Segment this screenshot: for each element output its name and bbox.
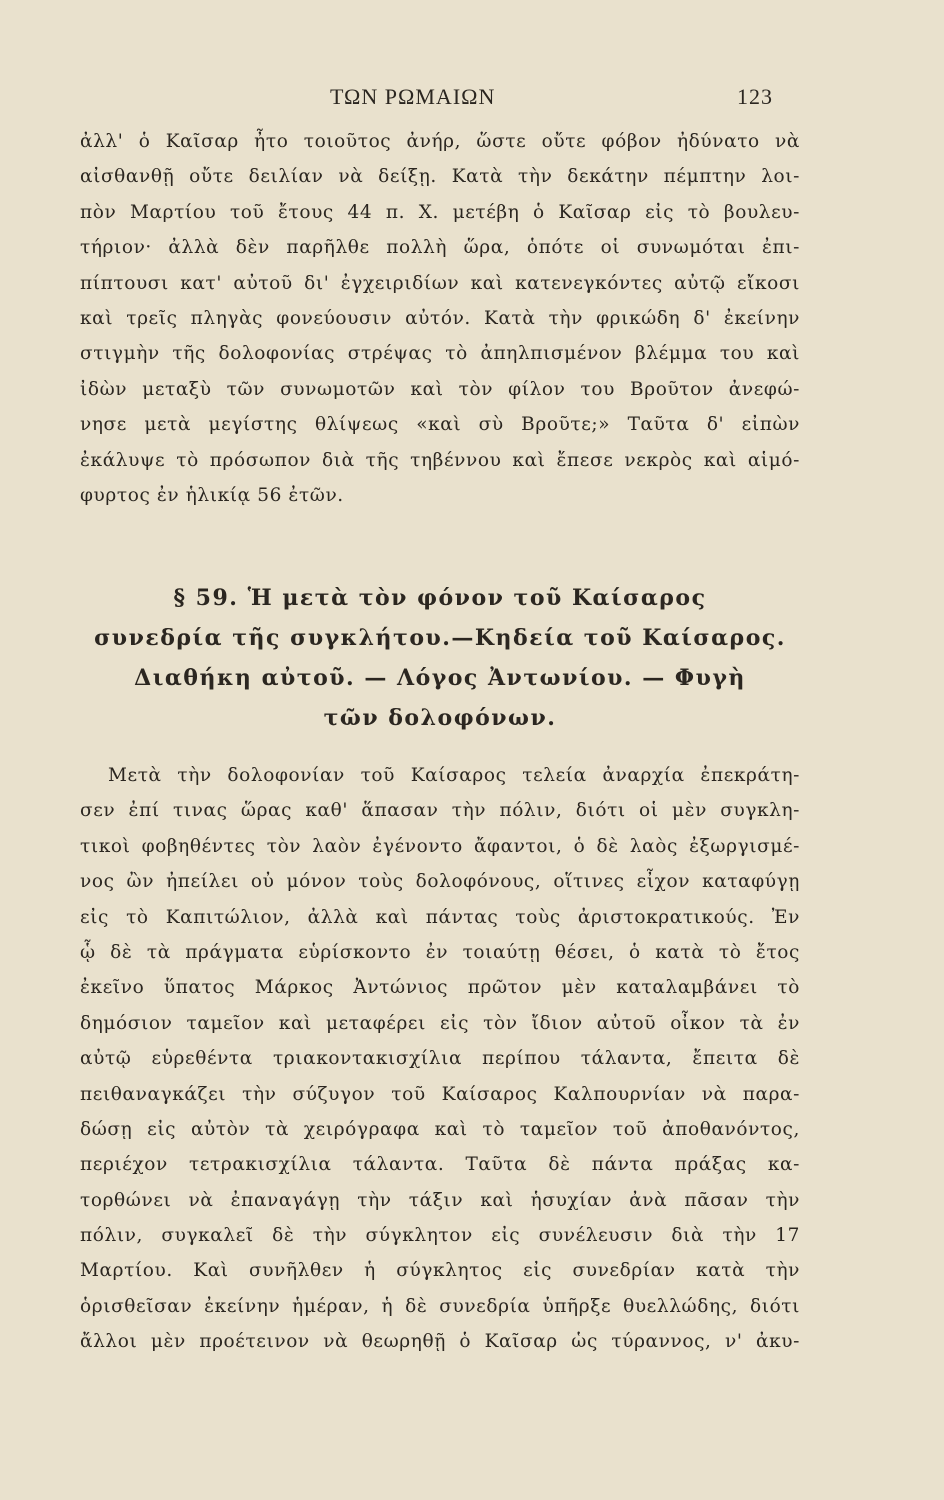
heading-line: τῶν δολοφόνων. [323, 705, 557, 731]
paragraph-body [80, 758, 800, 1360]
text-line: ἄλλοι μὲν προέτεινον νὰ θεωρηθῇ ὁ Καῖσαρ ὡς τύραννος, ν' ἀκυ- [80, 1331, 800, 1353]
text-line: νος ὢν ἠπείλει οὐ μόνον τοὺς δολοφόνους, οἵτινες εἶχον καταφύγῃ [80, 871, 800, 893]
text-line: εἰς τὸ Καπιτώλιον, ἀλλὰ καὶ πάντας τοὺς ἀριστοκρατικούς. Ἐν [80, 906, 800, 928]
text-line: ᾧ δὲ τὰ πράγματα εὑρίσκοντο ἐν τοιαύτῃ θέσει, ὁ κατὰ τὸ ἔτος [80, 941, 800, 963]
text-line: ὁρισθεῖσαν ἐκείνην ἡμέραν, ἡ δὲ συνεδρία ὑπῆρξε θυελλώδης, διότι [80, 1295, 800, 1317]
text-line: σεν ἐπί τινας ὥρας καθ' ἅπασαν τὴν πόλιν, διότι οἱ μὲν συγκλη- [80, 800, 800, 822]
text-line: Μετὰ τὴν δολοφονίαν τοῦ Καίσαρος τελεία ἀναρχία ἐπεκράτη- [108, 765, 800, 786]
page-header [0, 84, 944, 114]
heading-line: Διαθήκη αὐτοῦ. — Λόγος Ἀντωνίου. — Φυγὴ [134, 665, 746, 691]
text-line: ἰδὼν μεταξὺ τῶν συνωμοτῶν καὶ τὸν φίλον του Βροῦτον ἀνεφώ- [80, 378, 800, 400]
text-line: καὶ τρεῖς πληγὰς φονεύουσιν αὐτόν. Κατὰ τὴν φρικώδη δ' ἐκείνην [80, 307, 800, 329]
running-title: ΤΩΝ ΡΩΜΑΙΩΝ [330, 84, 496, 109]
text-line: αὐτῷ εὑρεθέντα τριακοντακισχίλια περίπου τάλαντα, ἔπειτα δὲ [80, 1048, 800, 1070]
heading-line: § 59. Ἡ μετὰ τὸν φόνον τοῦ Καίσαρος [173, 585, 707, 611]
page-number: 123 [737, 84, 773, 109]
text-line: ἐκάλυψε τὸ πρόσωπον διὰ τῆς τηβέννου καὶ ἔπεσε νεκρὸς καὶ αἱμό- [80, 449, 800, 471]
text-line: ἐκεῖνο ὕπατος Μάρκος Ἀντώνιος πρῶτον μὲν καταλαμβάνει τὸ [80, 977, 800, 999]
text-line: δώσῃ εἰς αὐτὸν τὰ χειρόγραφα καὶ τὸ ταμεῖον τοῦ ἀποθανόντος, [80, 1118, 800, 1140]
paragraph-continuation [80, 124, 800, 513]
text-line: Μαρτίου. Καὶ συνῆλθεν ἡ σύγκλητος εἰς συνεδρίαν κατὰ τὴν [80, 1260, 800, 1282]
text-line: πίπτουσι κατ' αὐτοῦ δι' ἐγχειριδίων καὶ κατενεγκόντες αὐτῷ εἴκοσι [80, 272, 800, 294]
text-line: τορθώνει νὰ ἐπαναγάγῃ τὴν τάξιν καὶ ἡσυχίαν ἀνὰ πᾶσαν τὴν [80, 1189, 800, 1211]
text-line: τικοὶ φοβηθέντες τὸν λαὸν ἐγένοντο ἄφαντοι, ὁ δὲ λαὸς ἐξωργισμέ- [80, 835, 800, 857]
heading-line: συνεδρία τῆς συγκλήτου.—Κηδεία τοῦ Καίσαρος. [94, 625, 786, 651]
text-line: πόλιν, συγκαλεῖ δὲ τὴν σύγκλητον εἰς συνέλευσιν διὰ τὴν 17 [80, 1225, 800, 1247]
text-line: αἰσθανθῇ οὔτε δειλίαν νὰ δείξῃ. Κατὰ τὴν δεκάτην πέμπτην λοι- [80, 166, 800, 188]
text-line: φυρτος ἐν ἡλικίᾳ 56 ἐτῶν. [80, 484, 344, 506]
text-line: περιέχον τετρακισχίλια τάλαντα. Ταῦτα δὲ πάντα πράξας κα- [80, 1154, 800, 1176]
section-heading [80, 578, 800, 738]
text-line: στιγμὴν τῆς δολοφονίας στρέψας τὸ ἀπηλπισμένον βλέμμα του καὶ [80, 343, 800, 365]
text-line: πειθαναγκάζει τὴν σύζυγον τοῦ Καίσαρος Καλπουρνίαν νὰ παρα- [80, 1083, 800, 1105]
text-line: ἀλλ' ὁ Καῖσαρ ἦτο τοιοῦτος ἀνήρ, ὥστε οὔτε φόβον ἠδύνατο νὰ [80, 131, 800, 152]
text-line: νησε μετὰ μεγίστης θλίψεως «καὶ σὺ Βροῦτε;» Ταῦτα δ' εἰπὼν [80, 414, 800, 436]
text-line: δημόσιον ταμεῖον καὶ μεταφέρει εἰς τὸν ἴδιον αὐτοῦ οἶκον τὰ ἐν [80, 1012, 800, 1034]
text-line: τήριον· ἀλλὰ δὲν παρῆλθε πολλὴ ὥρα, ὁπότε οἱ συνωμόται ἐπι- [80, 237, 800, 259]
text-line: πὸν Μαρτίου τοῦ ἔτους 44 π. Χ. μετέβη ὁ Καῖσαρ εἰς τὸ βουλευ- [80, 201, 800, 223]
